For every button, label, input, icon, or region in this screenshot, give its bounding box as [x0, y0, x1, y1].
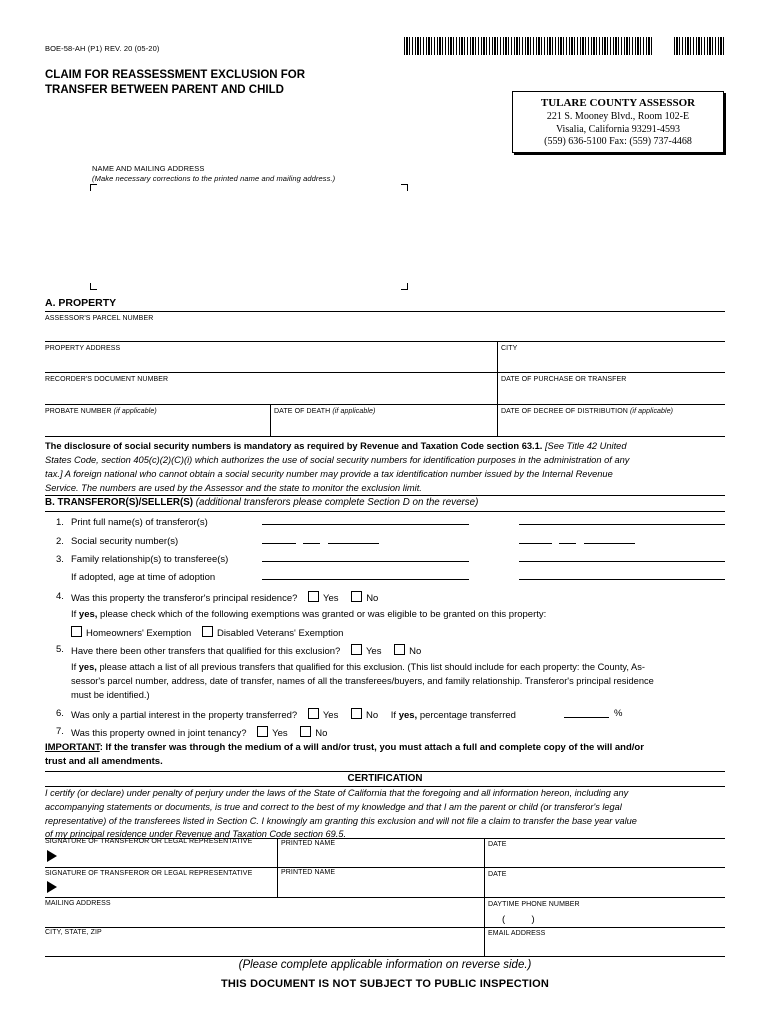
city-rule: [45, 927, 725, 928]
certification-heading: CERTIFICATION: [347, 773, 423, 784]
cert-line3: representative) of the transferees listed in Section C. I knowingly am granting this exclusion and will not file a claim to transfer the base year value: [45, 816, 637, 826]
date-death-field[interactable]: [273, 417, 495, 435]
q7-label: Was this property owned in joint tenancy?: [71, 728, 247, 739]
sig2-divider2: [484, 867, 485, 897]
sig2-divider1: [277, 867, 278, 897]
cert-line2: accompanying statements or documents, is true and correct to the best of my knowledge and that I am the parent or child (or transferor's legal: [45, 802, 622, 812]
q2-num: 2.: [56, 536, 64, 547]
q4-no-label: No: [366, 593, 379, 604]
rule-3: [45, 404, 725, 405]
q5-if-pre: If: [71, 662, 79, 672]
q4-yes-label: Yes: [323, 593, 339, 604]
date-death-if-applicable: (if applicable): [332, 408, 376, 415]
q3-num: 3.: [56, 554, 64, 565]
sig1-printed-label: PRINTED NAME: [281, 840, 336, 847]
mailing-note: (Make necessary corrections to the printed name and mailing address.): [92, 174, 336, 183]
disabled-vets-option[interactable]: [202, 628, 343, 639]
property-address-field[interactable]: [45, 354, 495, 371]
q6-yes-label: Yes: [322, 710, 339, 721]
form-title-line1: CLAIM FOR REASSESSMENT EXCLUSION FOR: [45, 69, 306, 81]
ssn-b-part3[interactable]: [584, 543, 635, 544]
q3b-line-a[interactable]: [262, 579, 469, 580]
mail-divider: [484, 897, 485, 927]
important-line2: trust and all amendments.: [45, 756, 163, 767]
sig2-printed-field[interactable]: [280, 878, 482, 896]
recorder-doc-field[interactable]: [45, 385, 495, 403]
q3-line-b[interactable]: [519, 561, 725, 562]
ssn-b-part2[interactable]: [559, 543, 576, 544]
q4-exemptions: [71, 626, 343, 639]
q6-no-checkbox[interactable]: [351, 708, 362, 719]
q4-no-option[interactable]: [351, 593, 378, 604]
sig1-divider1: [277, 838, 278, 867]
q7-no-checkbox[interactable]: [300, 726, 311, 737]
date-decree-field[interactable]: [500, 417, 725, 435]
city-field[interactable]: [500, 354, 725, 371]
q3-label: Family relationship(s) to transferee(s): [71, 554, 229, 565]
q1-num: 1.: [56, 517, 64, 528]
sig2-rule: [45, 867, 725, 868]
q6-row: [71, 708, 516, 721]
q6-no-label: No: [365, 710, 379, 721]
divider-4: [497, 404, 498, 436]
section-a-rule: [45, 311, 725, 312]
assessor-name: TULARE COUNTY ASSESSOR: [540, 97, 696, 109]
q5-no-option[interactable]: [394, 646, 421, 657]
corner-top-right: [401, 184, 408, 191]
q6-yes-checkbox[interactable]: [308, 708, 319, 719]
q2-label: Social security number(s): [71, 536, 179, 547]
not-public-note: THIS DOCUMENT IS NOT SUBJECT TO PUBLIC INSPECTION: [220, 978, 549, 990]
divider-3: [270, 404, 271, 436]
q7-no-label: No: [315, 728, 328, 739]
probate-label-text: PROBATE NUMBER: [45, 408, 112, 415]
city-divider: [484, 927, 485, 956]
assessor-address1: 221 S. Mooney Blvd., Room 102-E: [546, 111, 690, 122]
q5-num: 5.: [56, 644, 64, 655]
disclosure-ital: [See Title 42 United: [542, 441, 627, 451]
ssn-a-part2[interactable]: [303, 543, 320, 544]
important-label: IMPORTANT: [45, 742, 100, 753]
probate-label: [45, 408, 157, 415]
mailing-address-label: MAILING ADDRESS: [45, 900, 111, 907]
q7-num: 7.: [56, 726, 64, 737]
homeowners-option[interactable]: [71, 628, 191, 639]
q5-no-label: No: [409, 646, 422, 657]
disclosure-line4: Service. The numbers are used by the Assessor and the state to monitor the exclusion limit.: [45, 483, 422, 493]
reverse-note: (Please complete applicable information on reverse side.): [238, 959, 532, 971]
assessor-phone: (559) 636-5100 Fax: (559) 737-4468: [544, 136, 692, 147]
homeowners-checkbox[interactable]: [71, 626, 82, 637]
recorder-doc-label: RECORDER'S DOCUMENT NUMBER: [45, 376, 169, 383]
q4-if-yes: [71, 609, 546, 620]
section-a-heading: A. PROPERTY: [45, 297, 117, 309]
mailing-address-input[interactable]: [45, 909, 482, 926]
probate-if-applicable: (if applicable): [113, 408, 157, 415]
q6-percent-sign: %: [614, 708, 623, 719]
q5-if-l1: please attach a list of all previous transfers that qualified for this exclusion. (This list should include for each property: the County, As-: [96, 662, 645, 672]
q1-line-b[interactable]: [519, 524, 725, 525]
q5-if-line3: must be identified.): [71, 690, 150, 700]
q3-line-a[interactable]: [262, 561, 469, 562]
q4-if-rest: please check which of the following exemptions was granted or was eligible to be granted on this property:: [97, 609, 547, 620]
q4-yes-option[interactable]: [308, 593, 339, 604]
apn-field[interactable]: [45, 324, 725, 340]
form-title-line2: TRANSFER BETWEEN PARENT AND CHILD: [45, 84, 284, 96]
email-label: EMAIL ADDRESS: [488, 930, 546, 937]
sig1-date-field[interactable]: [487, 850, 725, 866]
sig1-date-label: DATE: [488, 841, 507, 848]
q5-if-line1: [71, 662, 645, 672]
q6-no-option[interactable]: [351, 710, 378, 721]
q5-row: [71, 644, 421, 657]
mailing-label: NAME AND MAILING ADDRESS: [92, 164, 205, 173]
q4-if-pre: If: [71, 609, 79, 620]
date-decree-label: [501, 408, 673, 415]
assessor-address2: Visalia, California 93291-4593: [555, 123, 681, 135]
q6-label: Was only a partial interest in the property transferred?: [71, 710, 298, 721]
q1-label: Print full name(s) of transferor(s): [71, 517, 208, 528]
sig1-arrow-icon: [47, 850, 57, 862]
q5-if-line2: sessor's parcel number, address, date of transfer, names of all the transferees/buyers, and family relationship. Transferor's principal residence: [71, 676, 654, 686]
q7-yes-checkbox[interactable]: [257, 726, 268, 737]
probate-field[interactable]: [45, 417, 267, 435]
ssn-a-part1[interactable]: [262, 543, 296, 544]
section-b-rule-bottom: [45, 511, 725, 512]
date-purchase-field[interactable]: [500, 385, 725, 403]
important-line1: [45, 742, 644, 753]
section-b-title: B. TRANSFEROR(S)/SELLER(S): [45, 497, 194, 508]
rule-4: [45, 436, 725, 437]
form-id: BOE-58-AH (P1) REV. 20 (05-20): [45, 44, 160, 53]
date-decree-if-applicable: (if applicable): [629, 408, 674, 415]
cert-line4: of my principal residence under Revenue and Taxation Code section 69.5.: [45, 829, 346, 839]
email-input[interactable]: [487, 939, 725, 955]
corner-bottom-right: [401, 283, 408, 290]
sig2-field[interactable]: [62, 879, 274, 896]
sig2-date-field[interactable]: [487, 880, 725, 896]
ssn-a-part3[interactable]: [328, 543, 379, 544]
section-b-rule-top: [45, 495, 725, 496]
q6-num: 6.: [56, 708, 64, 719]
sig2-arrow-icon: [47, 881, 57, 893]
mailing-address-field[interactable]: [96, 190, 396, 282]
q5-yes-checkbox[interactable]: [351, 644, 362, 655]
q1-line-a[interactable]: [262, 524, 469, 525]
sig1-printed-field[interactable]: [280, 849, 482, 866]
barcode-secondary: [674, 37, 724, 55]
daytime-phone-label: DAYTIME PHONE NUMBER: [488, 901, 580, 908]
disabled-vets-label: Disabled Veterans' Exemption: [216, 628, 344, 639]
date-death-label-text: DATE OF DEATH: [274, 408, 331, 415]
date-decree-label-text: DATE OF DECREE OF DISTRIBUTION: [501, 408, 628, 415]
q4-yes-checkbox[interactable]: [308, 591, 319, 602]
daytime-phone-field[interactable]: ( ): [502, 914, 535, 925]
section-b-note: (additional transferors please complete Section D on the reverse): [193, 497, 479, 508]
city-label: CITY: [501, 345, 518, 352]
bottom-rule: [45, 956, 725, 957]
q5-yes-label: Yes: [365, 646, 382, 657]
ssn-b-part1[interactable]: [519, 543, 552, 544]
city-state-zip-input[interactable]: [45, 938, 482, 955]
q4-no-checkbox[interactable]: [351, 591, 362, 602]
date-death-label: [274, 408, 375, 415]
q6-pct-pre: If: [390, 710, 399, 721]
q7-yes-option[interactable]: [257, 728, 288, 739]
q6-pct-rest: percentage transferred: [417, 710, 516, 721]
q4-num: 4.: [56, 591, 64, 602]
q6-pct-bold: yes,: [398, 710, 418, 721]
sig2-date-label: DATE: [488, 871, 507, 878]
q5-label: Have there been other transfers that qualified for this exclusion?: [71, 646, 341, 657]
cert-rule-top: [45, 771, 725, 772]
divider-1: [497, 341, 498, 372]
homeowners-label: Homeowners' Exemption: [86, 628, 192, 639]
assessor-box: [512, 91, 724, 153]
divider-2: [497, 372, 498, 404]
q7-no-option[interactable]: [300, 728, 327, 739]
disclosure-line3: tax.] A foreign national who cannot obtain a social security number may provide a tax identification number issued by the Internal Revenue: [45, 469, 613, 479]
sig1-divider2: [484, 838, 485, 867]
disclosure-bold: The disclosure of social security numbers is mandatory as required by Revenue and Taxation Code section 63.1.: [45, 441, 543, 451]
date-purchase-label: DATE OF PURCHASE OR TRANSFER: [501, 376, 627, 383]
q4-row: [71, 591, 378, 604]
q4-if-bold: yes,: [78, 609, 98, 620]
sig2-printed-label: PRINTED NAME: [281, 869, 336, 876]
rule-1: [45, 341, 725, 342]
q5-no-checkbox[interactable]: [394, 644, 405, 655]
q5-if-bold: yes,: [78, 662, 97, 672]
q6-yes-option[interactable]: [308, 710, 339, 721]
q7-yes-label: Yes: [272, 728, 288, 739]
q5-yes-option[interactable]: [351, 646, 382, 657]
q3b-line-b[interactable]: [519, 579, 725, 580]
city-state-zip-label: CITY, STATE, ZIP: [45, 929, 102, 936]
section-b-heading: [45, 497, 478, 508]
mail-rule: [45, 897, 725, 898]
sig1-field[interactable]: [62, 848, 274, 866]
q7-row: [71, 726, 327, 739]
corner-bottom-left: [90, 283, 97, 290]
barcode-main: [404, 37, 654, 55]
important-text1: : If the transfer was through the medium of a will and/or trust, you must attach a full and complete copy of the will and/or: [99, 742, 644, 753]
sig1-label: SIGNATURE OF TRANSFEROR OR LEGAL REPRESENTATIVE: [45, 838, 253, 845]
disabled-vets-checkbox[interactable]: [202, 626, 213, 637]
disclosure-line1: [45, 439, 735, 453]
disclosure-line2: States Code, section 405(c)(2)(C)(i) which authorizes the use of social security numbers for identification purposes in the administration of any: [45, 455, 630, 465]
cert-line1: I certify (or declare) under penalty of perjury under the laws of the State of California that the foregoing and all information hereon, including any: [45, 788, 629, 798]
q4-label: Was this property the transferor's principal residence?: [71, 593, 298, 604]
sig2-label: SIGNATURE OF TRANSFEROR OR LEGAL REPRESENTATIVE: [45, 870, 253, 877]
q3b-label: If adopted, age at time of adoption: [71, 572, 216, 583]
apn-label: ASSESSOR'S PARCEL NUMBER: [45, 315, 154, 322]
q6-percentage-line[interactable]: [564, 717, 609, 718]
rule-2: [45, 372, 725, 373]
property-address-label: PROPERTY ADDRESS: [45, 345, 121, 352]
